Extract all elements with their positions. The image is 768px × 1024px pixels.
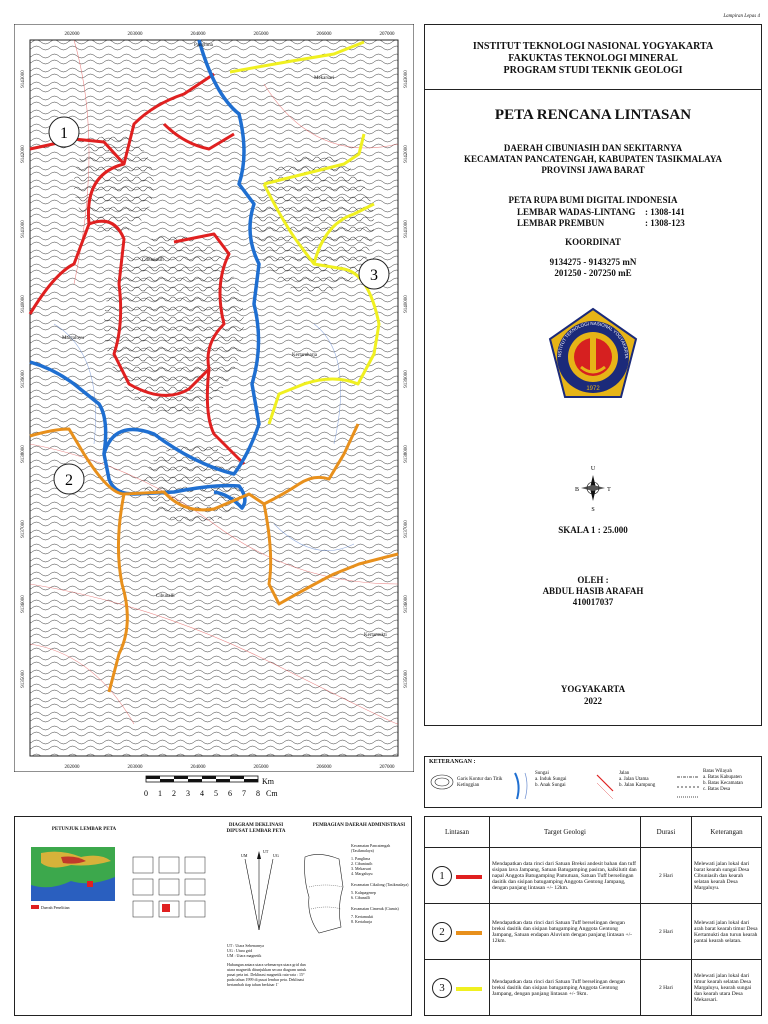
road-symbol-icon xyxy=(595,771,617,801)
coord-left: 9142000 xyxy=(21,145,26,163)
svg-text:2: 2 xyxy=(172,789,176,798)
topographic-map[interactable] xyxy=(14,24,414,772)
svg-text:7: 7 xyxy=(242,789,246,798)
col-keterangan: Keterangan xyxy=(692,817,762,848)
river-symbol-icon xyxy=(511,771,533,801)
route-3-marker xyxy=(359,259,389,289)
table-row: 1 Mendapatkan data rinci dari Satuan Breksi andesit bahan dan tuff sisipan lava Jampang, Satuan Batugamping pasiran, kalkilutit dan napal Anggota Batugamping Pamutuan, Satuan Tuff berselingan dasitik dan sisipan batugamping Anggota Gentong Jampang, dengan panjang lintasan +/- 12km. 2 Hari Melewati jalan lokal dari barat kearah sungai Desa Cibuniasih dan kearah selatan kearah Desa Margaluyu. xyxy=(425,848,762,904)
coord-bottom: 205000 xyxy=(253,765,269,770)
location-relief-map xyxy=(31,847,115,901)
coord-bottom: 206000 xyxy=(316,765,332,770)
coord-top: 202000 xyxy=(64,32,80,37)
coord-bottom: 204000 xyxy=(190,765,206,770)
coord-right: 9139000 xyxy=(404,370,409,388)
svg-text:8: 8 xyxy=(256,789,260,798)
route-color-swatch xyxy=(456,987,482,991)
table-row: 3 Mendapatkan data rinci dari Satuan Tuff berselingan dengan breksi dasitik dan sisipan batugamping Anggota Gentong Jampang, dengan panjang lintasan +/- 9km. 2 Hari Melewati jalan lokal dari timur kearah selatan Desa Margaluyu, kearah sungai dan kearah utara Desa Mekarsari. xyxy=(425,960,762,1016)
coordinate-range: 9134275 - 9143275 mN 201250 - 207250 mE xyxy=(549,257,637,278)
coord-left: 9137000 xyxy=(21,520,26,538)
admin-list: Kecamatan Pancatengah (Tasikmalaya) 1. Panglima 2. Cibuniasih 3. Mekarsari 4. Margaluyu Kecamatan Cikalong (Tasikmalaya) 5. Kalapagenep 6. Cibunalli Kecamatan Cimerak (Ciamis) 7. Kertamukti 8. Kertaharja xyxy=(351,843,409,924)
coord-top: 207000 xyxy=(379,32,395,37)
legend-title: KETERANGAN : xyxy=(429,759,476,765)
legend-batas: Batas Wilayah a. Batas Kabupaten b. Batas Kecamatan c. Batas Desa xyxy=(675,769,761,803)
place-label: Cibunalli xyxy=(156,594,175,599)
route-color-swatch xyxy=(456,875,482,879)
svg-text:6: 6 xyxy=(228,789,232,798)
route-table-panel xyxy=(424,816,762,1016)
petunjuk-legend: Daerah Penelitian xyxy=(31,905,70,910)
col-durasi: Durasi xyxy=(641,817,692,848)
boundary-symbol-icon xyxy=(675,771,701,801)
place-date: YOGYAKARTA 2022 xyxy=(560,684,626,706)
svg-text:2: 2 xyxy=(65,472,73,489)
coord-left: 9135000 xyxy=(21,670,26,688)
svg-text:B: B xyxy=(574,487,580,493)
koordinat-label: KOORDINAT xyxy=(565,237,621,247)
deklinasi-description: UT : Utara Sebenarnya UG : Utara grid UM : Utara magnetik Hubungan antara utara sebenarnya utara grid dan utara magnetik ditunjukkan secara diagram untuk pusat peta ini. Deklinasi magnetik rata-rata : 15° pada tahun 1999 di pusat lembar peta. Deklinasi bertambah tiap tahun berkisar 1' xyxy=(227,943,307,987)
legend-jalan: Jalan a. Jalan Utama b. Jalan Kampung xyxy=(595,769,675,803)
coord-left: 9141000 xyxy=(21,220,26,238)
svg-text:U: U xyxy=(590,466,596,472)
svg-text:0: 0 xyxy=(144,789,148,798)
sheet-index-grid xyxy=(119,851,209,935)
legend-sungai: Sungai a. Induk Sungai b. Anak Sungai xyxy=(511,769,593,803)
route-table xyxy=(424,816,762,1016)
coord-top: 206000 xyxy=(316,32,332,37)
deklinasi-title: DIAGRAM DEKLINASI DIPUSAT LEMBAR PETA xyxy=(226,823,286,834)
petunjuk-title: PETUNJUK LEMBAR PETA xyxy=(51,827,117,832)
table-row: 2 Mendapatkan data rinci dari Satuan Tuff berselingan dengan breksi dasitik dan sisipan batugamping Anggota Gentong Jampang, Satuan endapan Aluvium dengan panjang lintasan +/- 12km. 2 Hari Melewati jalan lokal dari arah barat kearah timur Desa Kertamukti dan turun kearah pantai kearah selatan. xyxy=(425,904,762,960)
coord-bottom: 207000 xyxy=(379,765,395,770)
sheet-note: Lampiran Lepas 4 xyxy=(723,14,760,19)
scale-bar xyxy=(140,772,300,802)
svg-text:UT: UT xyxy=(263,849,269,854)
coord-right: 9143000 xyxy=(404,70,409,88)
coord-right: 9142000 xyxy=(404,145,409,163)
coord-right: 9141000 xyxy=(404,220,409,238)
institution-logo xyxy=(545,307,641,403)
svg-text:UM: UM xyxy=(241,853,248,858)
svg-text:1: 1 xyxy=(60,125,68,142)
area-description: DAERAH CIBUNIASIH DAN SEKITARNYA KECAMATAN PANCATENGAH, KABUPATEN TASIKMALAYA PROVINSI JAWA BARAT xyxy=(463,143,723,175)
coord-bottom: 203000 xyxy=(127,765,143,770)
author-block: OLEH : ABDUL HASIB ARAFAH 410017037 xyxy=(542,575,644,607)
rbi-title: PETA RUPA BUMI DIGITAL INDONESIA xyxy=(508,195,678,205)
coord-top: 204000 xyxy=(190,32,206,37)
coord-left: 9138000 xyxy=(21,445,26,463)
coord-right: 9135000 xyxy=(404,670,409,688)
col-lintasan: Lintasan xyxy=(425,817,490,848)
coord-right: 9137000 xyxy=(404,520,409,538)
place-label: Cibuniasih xyxy=(142,258,164,263)
svg-text:1: 1 xyxy=(158,789,162,798)
declination-diagram xyxy=(229,845,289,935)
svg-text:3: 3 xyxy=(186,789,190,798)
institution-header: INSTITUT TEKNOLOGI NASIONAL YOGYAKARTA FAKUKTAS TEKNOLOGI MINERAL PROGRAM STUDI TEKNIK GEOLOGI xyxy=(472,41,714,76)
svg-text:T: T xyxy=(607,487,611,493)
coord-top: 203000 xyxy=(127,32,143,37)
svg-text:Km: Km xyxy=(262,777,274,786)
col-target: Target Geologi xyxy=(490,817,641,848)
legend-contour: Garis Kontur dan Titik Ketinggian xyxy=(429,769,509,803)
map-title: PETA RENCANA LINTASAN xyxy=(494,107,692,123)
svg-text:1972: 1972 xyxy=(586,386,600,392)
place-label: Kertamukti xyxy=(364,633,387,638)
route-color-swatch xyxy=(456,931,482,935)
route-2-marker xyxy=(54,464,84,494)
svg-text:4: 4 xyxy=(200,789,204,798)
map-scale: SKALA 1 : 25.000 xyxy=(558,525,628,535)
legend-panel xyxy=(424,756,762,808)
coord-right: 9140000 xyxy=(404,295,409,313)
place-label: Mekarsari xyxy=(314,76,335,81)
title-block xyxy=(424,24,762,726)
place-label: Margaluyu xyxy=(62,336,84,341)
svg-text:S: S xyxy=(591,507,595,513)
svg-text:Cm: Cm xyxy=(266,789,278,798)
svg-text:UG: UG xyxy=(273,853,279,858)
coord-left: 9136000 xyxy=(21,595,26,613)
coord-left: 9139000 xyxy=(21,370,26,388)
svg-text:3: 3 xyxy=(370,267,378,284)
coord-left: 9140000 xyxy=(21,295,26,313)
map-panel xyxy=(14,24,414,772)
place-label: Kertaraharja xyxy=(292,353,317,358)
coord-right: 9136000 xyxy=(404,595,409,613)
svg-text:5: 5 xyxy=(214,789,218,798)
svg-text:INSTITUT TEKNOLOGI NASIONAL YO: NSTITUT TEKNOLOGI NASIONAL YOGYAKARTA xyxy=(556,320,630,359)
admin-sketch-map xyxy=(299,847,349,937)
contour-symbol-icon xyxy=(429,771,457,793)
coord-bottom: 202000 xyxy=(64,765,80,770)
coord-top: 205000 xyxy=(253,32,269,37)
coord-right: 9138000 xyxy=(404,445,409,463)
index-panel xyxy=(14,816,412,1016)
place-label: Panglima xyxy=(194,43,213,48)
coord-left: 9143000 xyxy=(21,70,26,88)
sheet-list: LEMBAR WADAS-LINTANG : 1308-141 LEMBAR PREMBUN : 1308-123 xyxy=(517,207,685,228)
route-1-marker xyxy=(49,117,79,147)
admin-title: PEMBAGIAN DAERAH ADMINISTRASI xyxy=(312,823,406,828)
north-compass xyxy=(573,463,613,513)
